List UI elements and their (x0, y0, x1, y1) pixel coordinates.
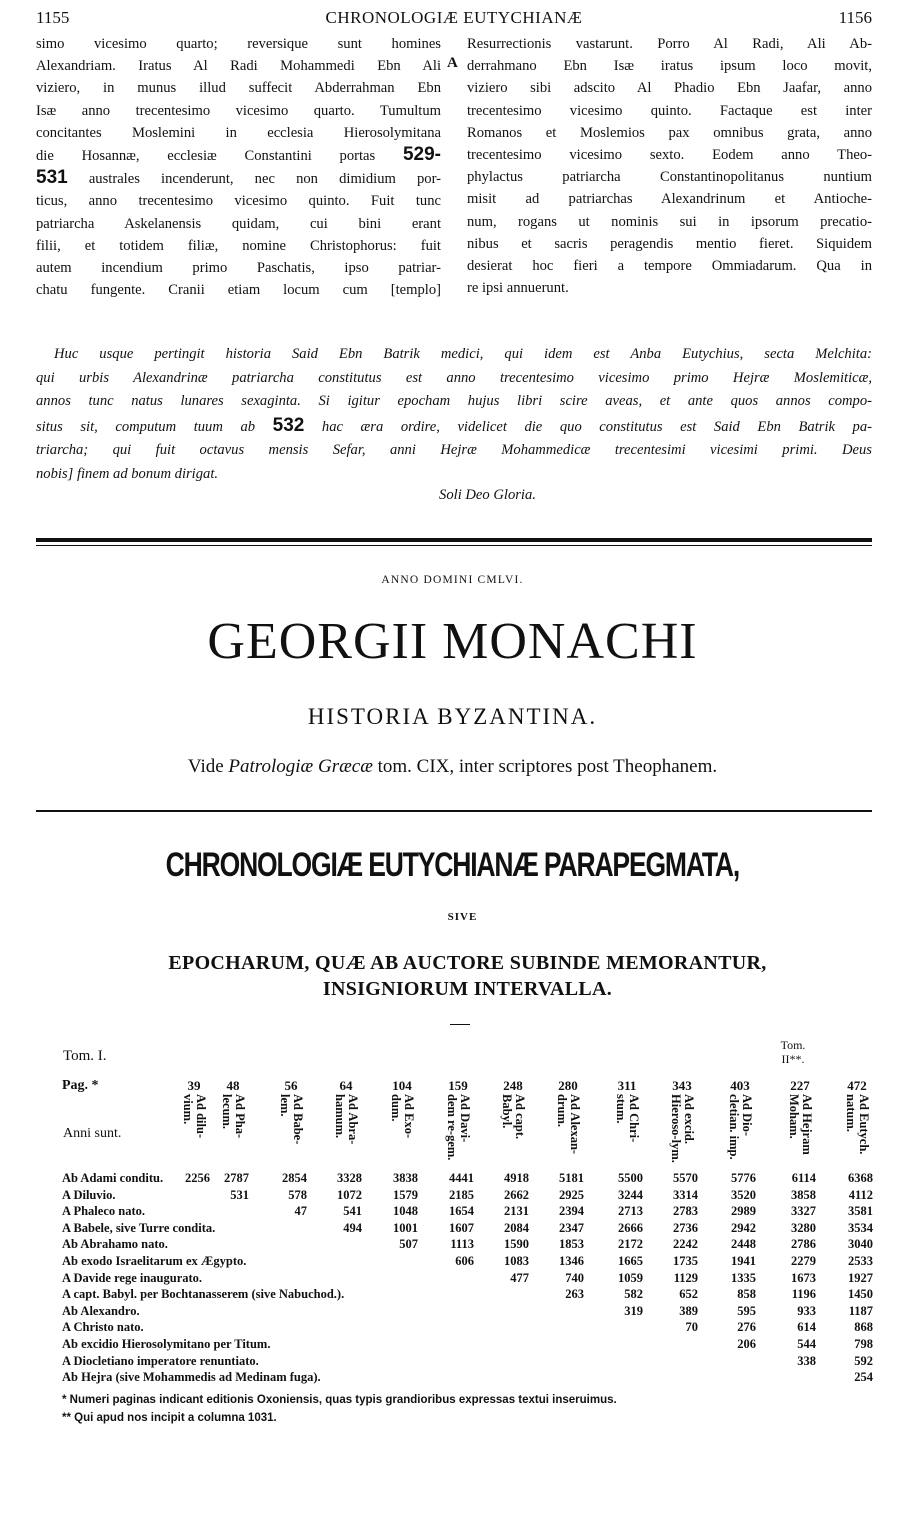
table-cell: 70 (685, 1320, 698, 1335)
table-cell: 541 (343, 1204, 362, 1219)
table-cell: 3838 (393, 1171, 418, 1185)
row-label: Ab Abrahamo nato. (62, 1237, 168, 1252)
table-cell: 507 (399, 1237, 418, 1252)
table-cell: 858 (737, 1287, 756, 1302)
row-label: Ab Adami conditu. (62, 1171, 164, 1185)
left-line (36, 190, 441, 212)
table-cell: 1048 (393, 1204, 418, 1219)
section-rule (36, 810, 872, 812)
table-cell: 1059 (618, 1270, 643, 1285)
table-cell: 2662 (504, 1187, 529, 1202)
table-cell: 614 (797, 1320, 816, 1335)
right-line: derrahmano Ebn Isæ iratus ipsum loco movit, (467, 58, 872, 75)
short-dash-rule (450, 1024, 470, 1025)
table-cell: 3520 (731, 1187, 756, 1202)
table-cell: 2989 (731, 1204, 756, 1219)
italic-line (36, 343, 872, 367)
column-page-number: 403 (730, 1078, 750, 1093)
table-cell: 1346 (559, 1254, 584, 1268)
column-heading: Ad Exo-dum. (389, 1094, 416, 1139)
italic-line (36, 439, 872, 463)
margin-number: 531 (36, 167, 68, 189)
right-line: Romanos et Moslemios pax omnibus grata, anno (467, 124, 872, 141)
left-line (36, 235, 441, 257)
table-cell: 1450 (848, 1287, 873, 1302)
table-cell: 1853 (559, 1237, 584, 1252)
table-cell: 2666 (618, 1220, 643, 1235)
table-cell: 1665 (618, 1254, 643, 1268)
column-heading: Ad Eutych. natum. (844, 1094, 871, 1155)
column-heading: Ad capt. Babyl. (500, 1094, 527, 1140)
column-heading: Ad dilu-vium. (181, 1094, 208, 1139)
right-line: num, rogans ut nominis sui in ipsorum precatio- (467, 213, 872, 230)
table-cell: 389 (679, 1303, 698, 1318)
table-cell: 5181 (559, 1171, 584, 1185)
table-cell: 2448 (731, 1237, 756, 1252)
table-cell: 531 (230, 1187, 249, 1202)
line-text: ticus, anno trecentesimo vicesimo quinto. Fuit tunc (36, 193, 441, 210)
right-line: Resurrectionis vastarunt. Porro Al Radi, Ali Ab- (467, 36, 872, 52)
column-page-number: 159 (448, 1078, 468, 1093)
page-number-right: 1156 (838, 8, 872, 27)
row-label: Ab excidio Hierosolymitano per Titum. (62, 1337, 271, 1351)
left-line (36, 167, 441, 190)
right-line: desierat hoc fieri a tempore Ommiadarum. Qua in (467, 258, 872, 275)
epochs-subtitle-line2: INSIGNIORUM INTERVALLA. (322, 978, 613, 1000)
table-cell: 6368 (848, 1171, 873, 1185)
georgii-monachi-title: GEORGII MONACHI (207, 613, 698, 670)
italic-line (36, 414, 872, 440)
anno-domini-line: ANNO DOMINI CMLVI. (381, 574, 524, 586)
table-cell: 606 (455, 1254, 474, 1268)
line-text: situs sit, computum tuum ab (36, 418, 273, 435)
table-cell: 1941 (731, 1254, 756, 1268)
table-cell: 1335 (731, 1270, 756, 1285)
column-page-number: 64 (339, 1078, 353, 1093)
line-text: simo vicesimo quarto; reversique sunt homines (36, 36, 441, 52)
table-cell: 276 (737, 1320, 756, 1335)
table-cell: 494 (343, 1220, 362, 1235)
table-cell: 1187 (848, 1303, 873, 1318)
table-cell: 3314 (673, 1187, 698, 1202)
page-number-left: 1155 (36, 8, 70, 27)
table-cell: 1590 (504, 1237, 529, 1252)
vide-reference (0, 756, 905, 778)
row-label: Ab exodo Israelitarum ex Ægypto. (62, 1254, 247, 1268)
table-cell: 2242 (673, 1237, 698, 1252)
table-cell: 4918 (504, 1171, 529, 1185)
column-heading: Ad excid. Hieroso-lym. (669, 1094, 696, 1163)
left-line (36, 213, 441, 235)
table-cell: 3280 (791, 1220, 816, 1235)
line-text: annos tunc natus lunares sexaginta. Si igitur epocham hujus libri scire aveas, et ante quos annos compo- (36, 393, 872, 410)
parapegmata-title: CHRONOLOGIÆ EUTYCHIANÆ PARAPEGMATA, (165, 846, 740, 884)
left-line (36, 33, 441, 55)
vide-patrologia: Patrologiæ Græcæ (228, 756, 373, 777)
table-cell: 1607 (449, 1220, 474, 1235)
table-cell: 5570 (673, 1171, 698, 1185)
line-text: viziero, in munus illud suffecit Abderrahman Ebn (36, 80, 441, 97)
table-cell: 2713 (618, 1204, 643, 1219)
sive-word: SIVE (447, 911, 478, 923)
right-line: re ipsi annuerunt. (467, 280, 569, 297)
row-label: Ab Alexandro. (62, 1303, 140, 1318)
table-cell: 1001 (393, 1220, 418, 1235)
running-header (36, 8, 872, 32)
column-heading: Ad Hejram Moham. (787, 1094, 814, 1155)
historia-byzantina-subtitle: HISTORIA BYZANTINA. (307, 704, 598, 729)
right-line: trecentesimo vicesimo sexto. Eodem anno Theo- (467, 147, 872, 164)
right-line: trecentesimo vicesimo quinto. Factaque est inter (467, 102, 872, 119)
table-cell: 933 (797, 1303, 816, 1318)
row-label: A capt. Babyl. per Bochtanasserem (sive Nabuchod.). (62, 1287, 345, 1302)
table-cell: 2185 (449, 1187, 474, 1202)
table-cell: 2084 (504, 1220, 529, 1235)
table-cell: 2786 (791, 1237, 816, 1252)
line-text: Huc usque pertingit historia Said Ebn Batrik medici, qui idem est Anba Eutychius, secta Melchita: (54, 346, 872, 362)
row-label: A Christo nato. (62, 1320, 144, 1335)
table-cell: 2256 (185, 1171, 210, 1185)
tome-one-label: Tom. I. (63, 1048, 107, 1064)
table-cell: 3040 (848, 1237, 873, 1252)
vide-post: tom. CIX, inter scriptores post Theophanem. (372, 756, 718, 777)
table-cell: 1129 (673, 1270, 698, 1285)
table-cell: 652 (679, 1287, 698, 1302)
right-line: misit ad patriarchas Alexandrinum et Antioche- (467, 191, 872, 208)
column-page-number: 39 (187, 1078, 201, 1093)
column-page-number: 56 (284, 1078, 298, 1093)
table-cell: 2783 (673, 1204, 698, 1219)
column-marker-a: A (447, 55, 458, 71)
table-cell: 1735 (673, 1254, 698, 1268)
column-page-number: 227 (790, 1078, 810, 1093)
left-text-column (36, 33, 441, 301)
table-cell: 2787 (224, 1171, 249, 1185)
table-cell: 3581 (848, 1204, 873, 1219)
table-cell: 477 (510, 1270, 529, 1285)
row-label: A Diluvio. (62, 1187, 116, 1202)
table-cell: 5500 (618, 1171, 643, 1185)
row-label: A Phaleco nato. (62, 1204, 145, 1219)
line-text: die Hosannæ, ecclesiæ Constantini portas (36, 148, 403, 165)
left-line (36, 257, 441, 279)
table-cell: 798 (854, 1337, 873, 1351)
table-cell: 6114 (791, 1171, 816, 1185)
column-heading: Ad Alexan-drum. (555, 1094, 582, 1155)
table-cell: 3858 (791, 1187, 816, 1202)
table-cell: 4112 (848, 1187, 873, 1202)
table-cell: 1083 (504, 1254, 529, 1268)
right-text-column (467, 33, 872, 299)
vide-pre: Vide (187, 756, 229, 777)
table-cell: 2394 (559, 1204, 584, 1219)
table-cell: 2942 (731, 1220, 756, 1235)
table-cell: 3534 (848, 1220, 873, 1235)
line-text: australes incenderunt, nec non dimidium por- (67, 171, 441, 188)
column-heading: Ad Pha-lecum. (220, 1094, 247, 1139)
table-cell: 2736 (673, 1220, 698, 1235)
column-page-number: 472 (847, 1078, 867, 1093)
table-cell: 3244 (618, 1187, 643, 1202)
row-label: A Diocletiano imperatore renuntiato. (62, 1353, 259, 1368)
table-cell: 1113 (450, 1237, 474, 1252)
table-cell: 319 (624, 1303, 643, 1318)
right-line: nibus et sacris peragendis mentio fieret. Siquidem (467, 235, 872, 252)
left-line (36, 55, 441, 77)
line-text: concitantes Moslemini in ecclesia Hierosolymitana (36, 124, 441, 141)
line-text: hac æra ordire, videlicet die quo constitutus est Said Ebn Batrik pa- (304, 418, 872, 435)
left-line (36, 144, 441, 167)
right-line: viziero sibi adscito Al Phadio Ebn Jaafar, anno (467, 80, 872, 97)
line-text: Isæ anno trecentesimo vicesimo quarto. Tumultum (36, 102, 441, 119)
line-text: triarcha; qui fuit octavus mensis Sefar, anni Hejræ Mohammedicæ trecentesimi vicesimi primi. Deus (36, 442, 872, 459)
running-title: CHRONOLOGIÆ EUTYCHIANÆ (325, 8, 583, 27)
table-cell: 544 (797, 1337, 816, 1351)
column-page-number: 311 (617, 1078, 637, 1093)
italic-line (36, 367, 872, 391)
table-cell: 338 (797, 1353, 816, 1368)
table-cell: 2172 (618, 1237, 643, 1252)
line-text: patriarcha Askelanensis quidam, cui bini erant (36, 215, 441, 232)
table-cell: 592 (854, 1353, 873, 1368)
table-cell: 254 (854, 1370, 873, 1385)
table-cell: 2279 (791, 1254, 816, 1268)
anni-sunt-label: Anni sunt. (63, 1126, 122, 1141)
footnote-one: * Numeri paginas indicant editionis Oxoniensis, quas typis grandioribus expressas textui inseruimus. (62, 1394, 617, 1406)
row-label: A Babele, sive Turre condita. (62, 1220, 216, 1235)
table-cell: 206 (737, 1337, 756, 1351)
closing-italic-paragraph (36, 343, 872, 487)
column-page-number: 280 (558, 1078, 578, 1093)
table-cell: 1196 (791, 1287, 816, 1302)
table-cell: 4441 (449, 1171, 474, 1185)
table-cell: 1927 (848, 1270, 873, 1285)
column-heading: Ad Chri-stum. (614, 1094, 641, 1143)
margin-number: 532 (272, 414, 305, 436)
margin-number: 529- (402, 144, 441, 166)
table-cell: 740 (565, 1270, 584, 1285)
tome-two-label: Tom. II**. (780, 1038, 806, 1066)
column-page-number: 104 (392, 1078, 412, 1093)
table-cell: 868 (854, 1320, 873, 1335)
italic-line (36, 463, 872, 487)
line-text: Alexandriam. Iratus Al Radi Mohammedi Ebn Ali (36, 58, 441, 75)
left-line (36, 100, 441, 122)
column-heading: Ad Dio-cletian. imp. (727, 1094, 754, 1160)
footnote-two: ** Qui apud nos incipit a columna 1031. (62, 1412, 277, 1424)
column-page-number: 48 (226, 1078, 240, 1093)
column-heading: Ad Abra-hamum. (333, 1094, 360, 1145)
row-label: Ab Hejra (sive Mohammedis ad Medinam fuga). (62, 1370, 321, 1385)
table-cell: 595 (737, 1303, 756, 1318)
table-cell: 3328 (337, 1171, 362, 1185)
table-cell: 5776 (731, 1171, 756, 1185)
line-text: autem incendium primo Paschatis, ipso patriar- (36, 260, 441, 277)
line-text: nobis] finem ad bonum dirigat. (36, 465, 219, 482)
column-heading: Ad Babe-lem. (278, 1094, 305, 1145)
section-rule-thick (36, 538, 872, 542)
page-row-label: Pag. * (62, 1078, 99, 1093)
italic-line (36, 390, 872, 414)
table-cell: 3327 (791, 1204, 816, 1219)
table-cell: 1579 (393, 1187, 418, 1202)
table-cell: 582 (624, 1287, 643, 1302)
table-cell: 2533 (848, 1254, 873, 1268)
soli-deo-gloria: Soli Deo Gloria. (439, 487, 536, 503)
table-cell: 2131 (504, 1204, 529, 1219)
left-line (36, 279, 441, 301)
left-line (36, 122, 441, 144)
section-rule-thin (36, 545, 872, 546)
table-cell: 2854 (282, 1171, 307, 1185)
table-cell: 47 (294, 1204, 307, 1219)
table-cell: 1654 (449, 1204, 474, 1219)
table-cell: 578 (288, 1187, 307, 1202)
table-cell: 1673 (791, 1270, 816, 1285)
epochs-subtitle (0, 950, 905, 1002)
left-line (36, 77, 441, 99)
right-line: phylactus patriarcha Constantinopolitanus nuntium (467, 169, 872, 186)
table-cell: 2925 (559, 1187, 584, 1202)
column-page-number: 248 (503, 1078, 523, 1093)
line-text: qui urbis Alexandrinæ patriarcha constitutus est anno trecentesimo vicesimo primo Hejræ Moslemiticæ, (36, 369, 872, 386)
row-label: A Davide rege inaugurato. (62, 1270, 203, 1285)
table-cell: 1072 (337, 1187, 362, 1202)
line-text: filii, et totidem filiæ, nomine Christophorus: fuit (36, 237, 441, 254)
column-page-number: 343 (672, 1078, 692, 1093)
epochs-subtitle-line1: EPOCHARUM, QUÆ AB AUCTORE SUBINDE MEMORANTUR, (168, 952, 767, 974)
table-cell: 263 (565, 1287, 584, 1302)
column-heading: Ad Davi-dem re-gem. (445, 1094, 472, 1161)
line-text: chatu fungente. Cranii etiam locum cum [templo] (36, 282, 441, 299)
table-cell: 2347 (559, 1220, 584, 1235)
